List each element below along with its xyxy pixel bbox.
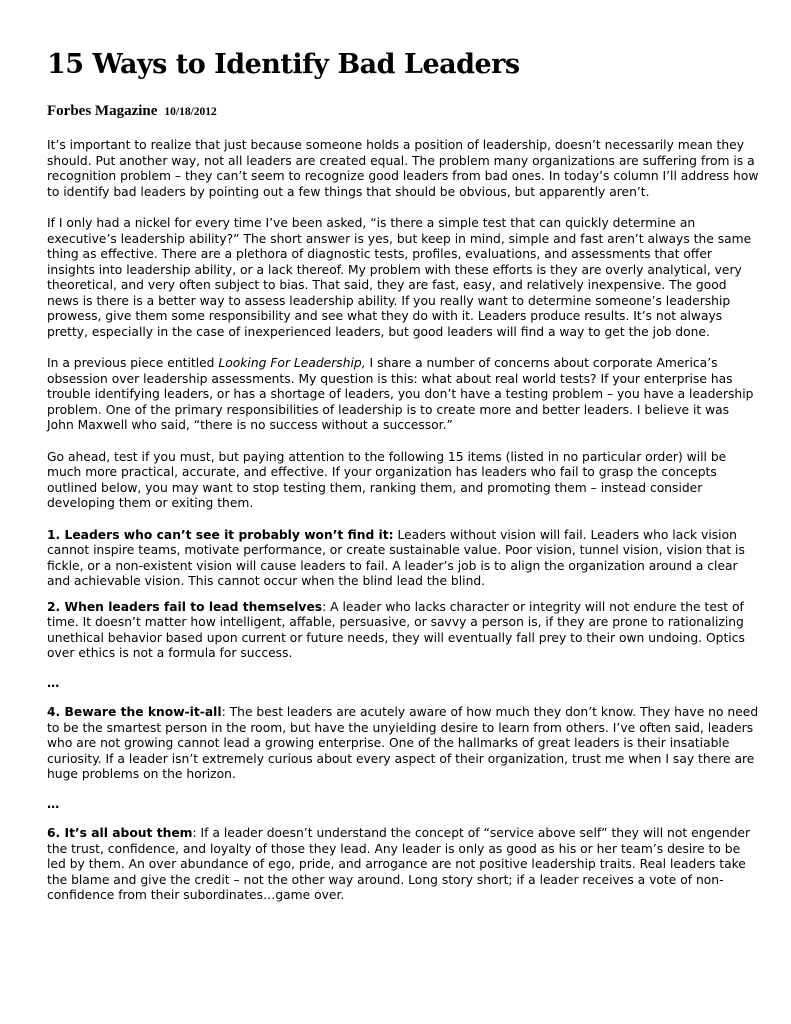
- ellipsis-separator: …: [47, 675, 60, 690]
- publication-date: 10/18/2012: [164, 106, 217, 118]
- item-heading: 2. When leaders fail to lead themselves: [47, 599, 323, 614]
- list-item-2: [47, 600, 759, 662]
- list-item-4: [47, 705, 759, 783]
- paragraph-go-ahead: Go ahead, test if you must, but paying attention to the following 15 items (listed in no particular order) will be much more practical, accurate, and effective. If your organization has leaders who fail to grasp the concepts outlined below, you may want to stop testing them, ranking them, and promoting them – instead consider developing them or exiting them.: [47, 449, 727, 510]
- paragraph-testing: If I only had a nickel for every time I’ve been asked, “is there a simple test that can quickly determine an executive’s leadership ability?” The short answer is yes, but keep in mind, simple and fast aren’t always the same thing as effective. There are a plethora of diagnostic tests, profiles, evaluations, and assessments that offer insights into leadership ability, or a lack thereof. My problem with these efforts is they are overly analytical, very theoretical, and very often subject to bias. That said, they are fast, easy, and relatively inexpensive. The good news is there is a better way to assess leadership ability. If you really want to determine someone’s leadership prowess, give them some responsibility and see what they do with it. Leaders produce results. It’s not always pretty, especially in the case of inexperienced leaders, but good leaders will find a way to get the job done.: [47, 216, 752, 339]
- list-item-6: [47, 826, 759, 904]
- item-text: Leaders without vision will fail. Leaders who lack vision cannot inspire teams, motivate performance, or create sustainable value. Poor vision, tunnel vision, vision that is fickle, or a non-existent vision will cause leaders to fail. A leader’s job is to align the organization around a clear and achievable vision. This cannot occur when the blind lead the blind.: [47, 527, 745, 588]
- item-text: : The best leaders are acutely aware of how much they don’t know. They have no need to be the smartest person in the room, but have the unyielding desire to learn from others. I’ve often said, leaders who are not growing cannot lead a growing enterprise. One of the hallmarks of great leaders is their insatiable curiosity. If a leader isn’t extremely curious about every aspect of their organization, trust me when I say there are huge problems on the horizon.: [47, 705, 759, 781]
- paragraph-intro: It’s important to realize that just because someone holds a position of leadership, doesn’t necessarily mean they should. Put another way, not all leaders are created equal. The problem many organizations are suffering from is a recognition problem – they can’t seem to recognize good leaders from bad ones. In today’s column I’ll address how to identify bad leaders by pointing out a few things that should be obvious, but apparently aren’t.: [47, 138, 759, 199]
- ellipsis-separator: …: [47, 796, 60, 811]
- byline: [47, 102, 759, 121]
- publication-name: Forbes Magazine: [47, 103, 158, 119]
- item-heading: 1. Leaders who can’t see it probably won’t find it:: [47, 527, 394, 542]
- paragraph-text: In a previous piece entitled: [47, 356, 219, 370]
- item-text: : A leader who lacks character or integrity will not endure the test of time. It doesn’t matter how intelligent, affable, persuasive, or savvy a person is, if they are prone to rationalizing unethical behavior based upon current or future needs, they will eventually fall prey to their own undoing. Optics over ethics is not a formula for success.: [47, 599, 745, 660]
- article-title: 15 Ways to Identify Bad Leaders: [47, 49, 520, 80]
- article-reference: Looking For Leadership,: [218, 356, 366, 370]
- document-page: [47, 0, 759, 904]
- paragraph-previous-piece: [47, 356, 759, 434]
- paragraph-text: I share a number of concerns about corporate America’s obsession over leadership assessments. My question is this: what about real world tests? If your enterprise has trouble identifying leaders, or has a shortage of leaders, you don’t have a testing problem – you have a leadership problem. One of the primary responsibilities of leadership is to create more and better leaders. I believe it was John Maxwell who said, “there is no success without a successor.”: [47, 356, 754, 432]
- item-text: : If a leader doesn’t understand the concept of “service above self” they will not engender the trust, confidence, and loyalty of those they lead. Any leader is only as good as his or her team’s desire to be led by them. An over abundance of ego, pride, and arrogance are not positive leadership traits. Real leaders take the blame and give the credit – not the other way around. Long story short; if a leader receives a vote of non-confidence from their subordinates…game over.: [47, 826, 751, 902]
- item-heading: 4. Beware the know-it-all: [47, 705, 222, 719]
- item-heading: 6. It’s all about them: [47, 826, 193, 840]
- list-item-1: [47, 528, 759, 590]
